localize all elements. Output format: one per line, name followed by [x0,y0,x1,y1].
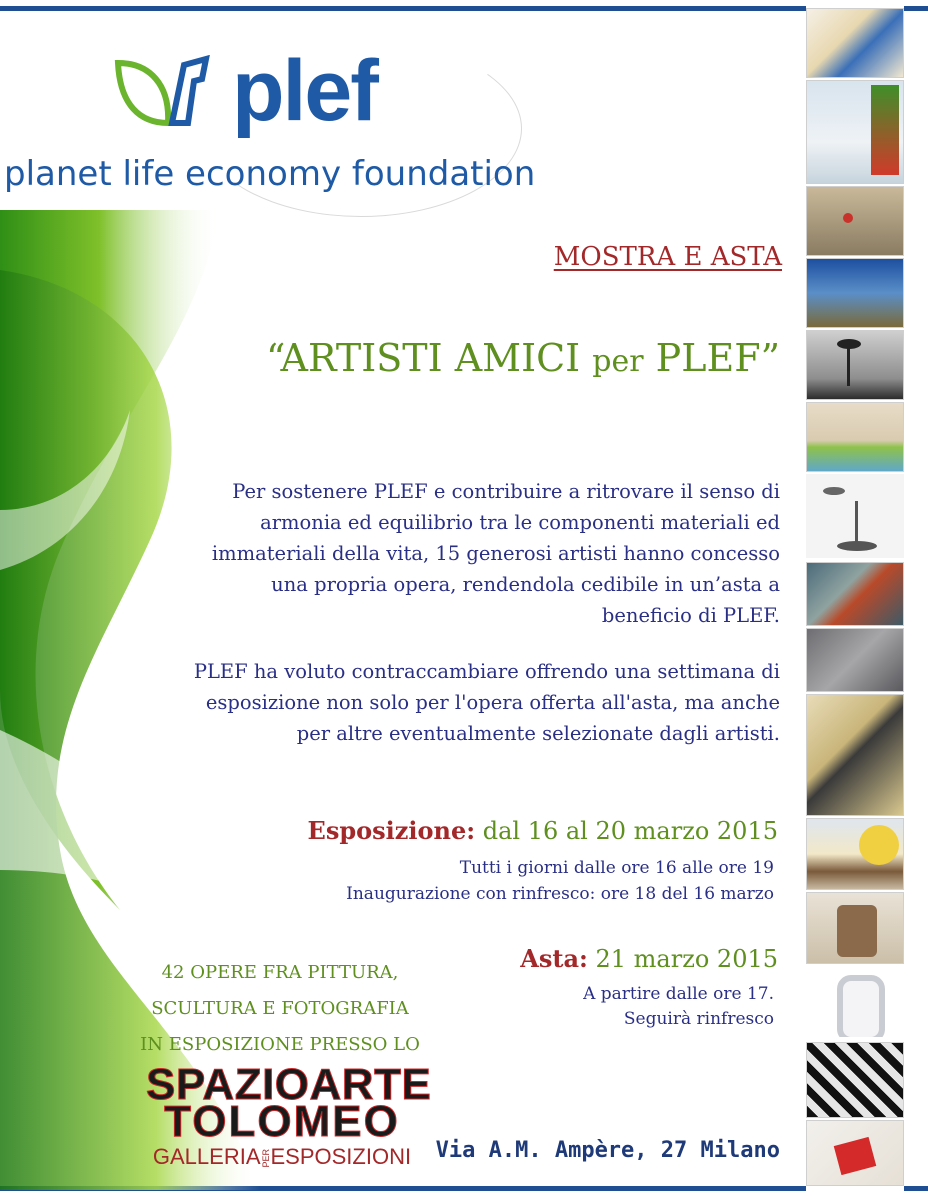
venue-esposizioni: ESPOSIZIONI [270,1144,412,1169]
exhibition-dates [308,816,778,845]
auction-date-value: 21 marzo 2015 [587,945,778,973]
top-border-bar [0,6,806,11]
event-title-small: per [592,344,644,379]
auction-date [520,944,778,973]
intro-paragraph: Per sostenere PLEF e contribuire a ritrovare il senso di armonia ed equilibrio tra le componenti materiali ed immateriali della vita, 15 generosi artisti hanno concesso una propria opera, rendendola cedibile in un’asta a beneficio di PLEF. [211,480,780,627]
artwork-thumbnail [806,258,904,328]
artwork-thumbnail [806,402,904,472]
exhibition-paragraph: PLEF ha voluto contraccambiare offrendo una settimana di esposizione non solo per l'opera offerta all'asta, ma anche per altre eventualmente selezionate dagli artisti. [193,660,780,745]
exhibition-label: Esposizione: [307,816,476,845]
venue-galleria: GALLERIA [152,1144,261,1169]
event-heading: MOSTRA E ASTA [553,242,782,272]
event-title [266,336,780,380]
artwork-thumbnail [806,8,904,78]
works-summary [140,955,420,1063]
artwork-thumbnail [806,80,904,184]
exhibition-opening: Inaugurazione con rinfresco: ore 18 del 16 marzo [346,884,774,904]
venue-logo-line3 [142,1144,422,1170]
top-border-bar-right [904,6,928,11]
artwork-thumbnail [806,330,904,400]
artwork-thumbnail [806,1120,904,1186]
artwork-thumbnail [806,1042,904,1118]
event-title-main: “ARTISTI AMICI [266,336,593,380]
bottom-border-bar-right [904,1186,928,1191]
venue-address: Via A.M. Ampère, 27 Milano [435,1138,780,1163]
artwork-thumbnail [806,186,904,256]
auction-reception: Seguirà rinfresco [623,1009,774,1029]
artwork-thumbnail [806,818,904,890]
auction-label: Asta: [520,944,588,973]
artwork-thumbnail [806,694,904,816]
leaf-logo-icon [110,55,230,130]
exhibition-date-range: dal 16 al 20 marzo 2015 [475,817,778,845]
exhibition-hours: Tutti i giorni dalle ore 16 alle ore 19 [459,858,774,878]
venue-per: PER [260,1148,271,1168]
works-line-1: 42 OPERE FRA PITTURA, [161,962,399,983]
artwork-thumbnail [806,966,904,1038]
logo-subtitle: planet life economy foundation [4,154,536,194]
works-line-2: SCULTURA E FOTOGRAFIA [151,998,409,1019]
venue-logo-line1: SPAZIOARTE [146,1060,432,1109]
works-line-3: IN ESPOSIZIONE PRESSO LO [140,1034,420,1055]
artwork-thumbnail [806,474,904,558]
logo-wordmark: plef [232,43,377,139]
venue-logo-line2: TOLOMEO [164,1097,400,1146]
artwork-thumbnail [806,628,904,692]
event-title-end: PLEF” [643,336,780,380]
artwork-thumbnail [806,562,904,626]
artwork-thumbnail [806,892,904,964]
auction-start: A partire dalle ore 17. [583,984,774,1004]
